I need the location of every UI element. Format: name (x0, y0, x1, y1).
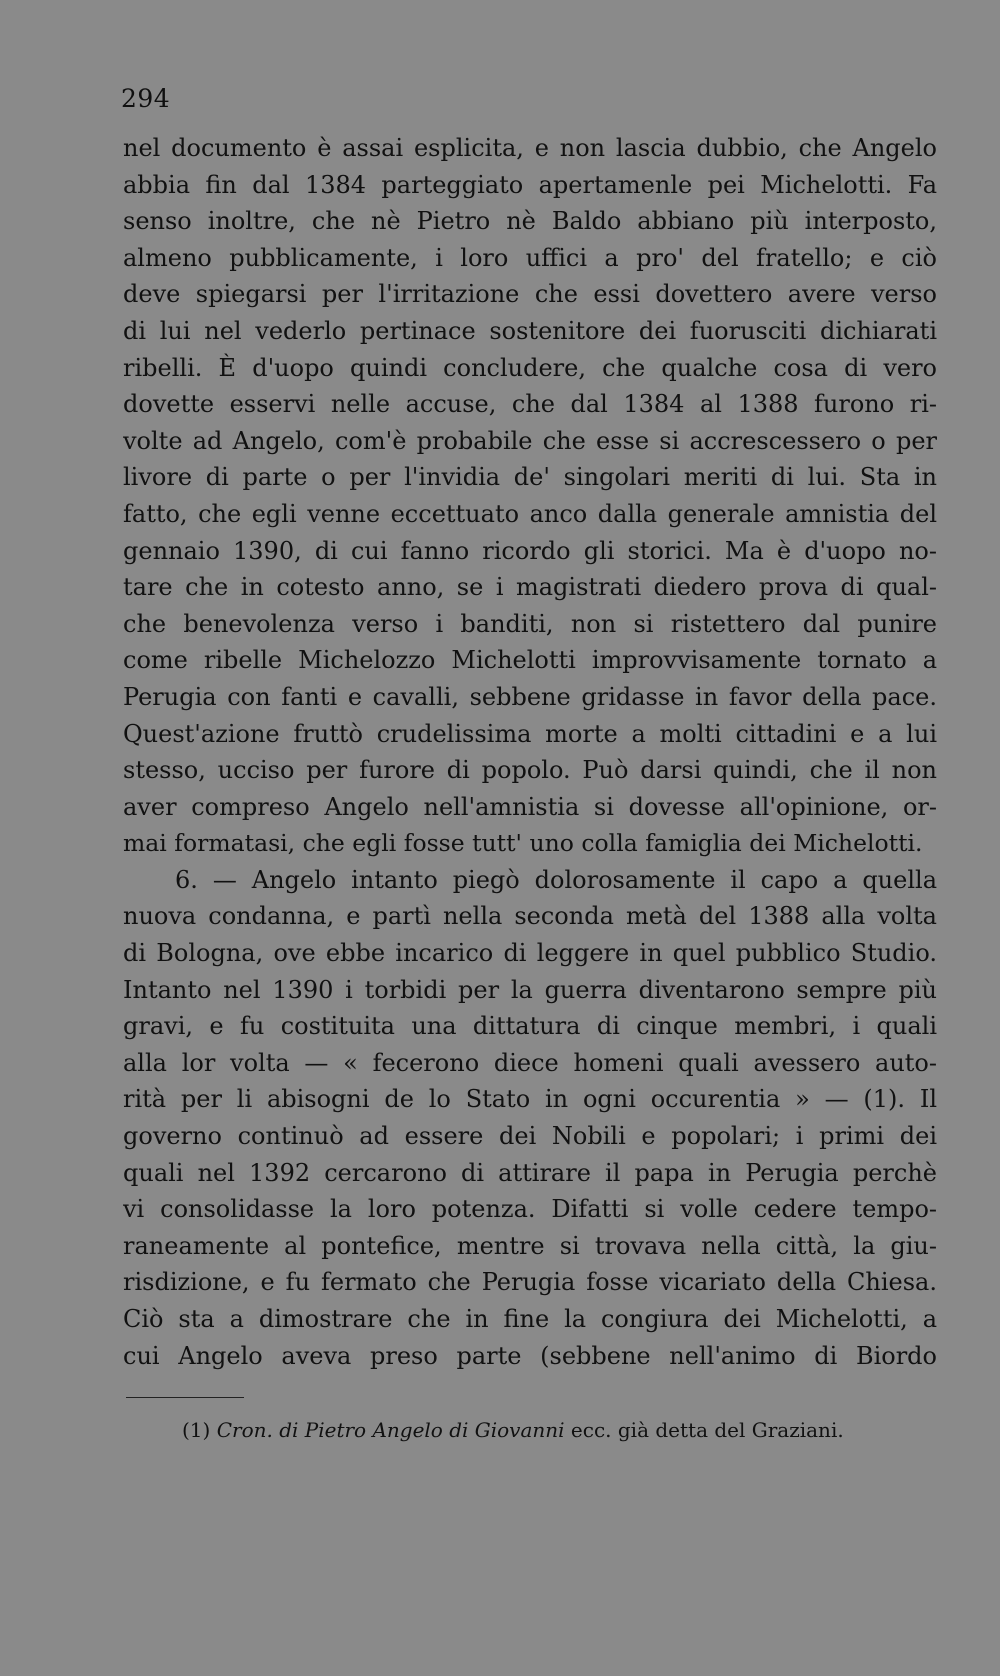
text-line: cui Angelo aveva preso parte (sebbene nell'animo di Biordo (123, 1341, 937, 1370)
text-line: gravi, e fu costituita una dittatura di cinque membri, i quali (123, 1012, 937, 1041)
text-line: ribelli. È d'uopo quindi concludere, che qualche cosa di vero (123, 353, 937, 382)
text-line: governo continuò ad essere dei Nobili e popolari; i primi dei (123, 1122, 937, 1151)
text-line: alla lor volta — « fecerono diece homeni quali avessero auto- (123, 1048, 937, 1077)
section-start-line: 6. — Angelo intanto piegò dolorosamente il capo a quella (175, 865, 937, 894)
text-line: almeno pubblicamente, i loro uffici a pro' del fratello; e ciò (123, 243, 937, 272)
text-line: abbia fin dal 1384 parteggiato apertamenle pei Michelotti. Fa (123, 170, 937, 199)
text-line: mai formatasi, che egli fosse tutt' uno colla famiglia dei Michelotti. (123, 829, 923, 858)
text-line: Intanto nel 1390 i torbidi per la guerra diventarono sempre più (123, 975, 937, 1004)
text-line: deve spiegarsi per l'irritazione che essi dovettero avere verso (123, 280, 937, 309)
text-line: rità per li abisogni de lo Stato in ogni occurentia » — (1). Il (123, 1085, 937, 1114)
text-line: nel documento è assai esplicita, e non lascia dubbio, che Angelo (123, 134, 937, 162)
footnote-marker: (1) (182, 1418, 211, 1442)
text-line: Perugia con fanti e cavalli, sebbene gridasse in favor della pace. (123, 682, 937, 711)
page-number: 294 (121, 84, 171, 113)
text-line: raneamente al pontefice, mentre si trovava nella città, la giu- (123, 1231, 937, 1260)
text-line: senso inoltre, che nè Pietro nè Baldo abbiano più interposto, (123, 207, 937, 236)
text-line: volte ad Angelo, com'è probabile che esse si accrescessero o per (123, 426, 937, 455)
text-line: gennaio 1390, di cui fanno ricordo gli storici. Ma è d'uopo no- (123, 536, 937, 565)
text-line: stesso, ucciso per furore di popolo. Può darsi quindi, che il non (123, 756, 937, 785)
footnote (182, 1415, 942, 1445)
text-line: fatto, che egli venne eccettuato anco dalla generale amnistia del (123, 499, 937, 528)
body-text (123, 130, 937, 1374)
footnote-source-title: Cron. di Pietro Angelo di Giovanni (216, 1418, 565, 1442)
footnote-text: ecc. già detta del Graziani. (570, 1418, 844, 1442)
text-line: che benevolenza verso i banditi, non si ristettero dal punire (123, 609, 937, 638)
text-line: aver compreso Angelo nell'amnistia si dovesse all'opinione, or- (123, 792, 937, 821)
text-line: Ciò sta a dimostrare che in fine la congiura dei Michelotti, a (123, 1305, 937, 1333)
footnote-divider (126, 1397, 244, 1398)
text-line: vi consolidasse la loro potenza. Difatti si volle cedere tempo- (123, 1195, 937, 1224)
text-line: di Bologna, ove ebbe incarico di leggere in quel pubblico Studio. (123, 939, 937, 968)
text-line: dovette esservi nelle accuse, che dal 1384 al 1388 furono ri- (123, 390, 937, 419)
text-line: risdizione, e fu fermato che Perugia fosse vicariato della Chiesa. (123, 1268, 937, 1297)
text-line: quali nel 1392 cercarono di attirare il papa in Perugia perchè (123, 1158, 937, 1187)
text-line: come ribelle Michelozzo Michelotti improvvisamente tornato a (123, 646, 937, 675)
text-line: di lui nel vederlo pertinace sostenitore dei fuorusciti dichiarati (123, 316, 937, 345)
text-line: livore di parte o per l'invidia de' singolari meriti di lui. Sta in (123, 463, 937, 492)
text-line: tare che in cotesto anno, se i magistrati diedero prova di qual- (123, 573, 937, 602)
text-line: Quest'azione fruttò crudelissima morte a molti cittadini e a lui (123, 719, 937, 748)
text-line: nuova condanna, e partì nella seconda metà del 1388 alla volta (123, 902, 937, 931)
